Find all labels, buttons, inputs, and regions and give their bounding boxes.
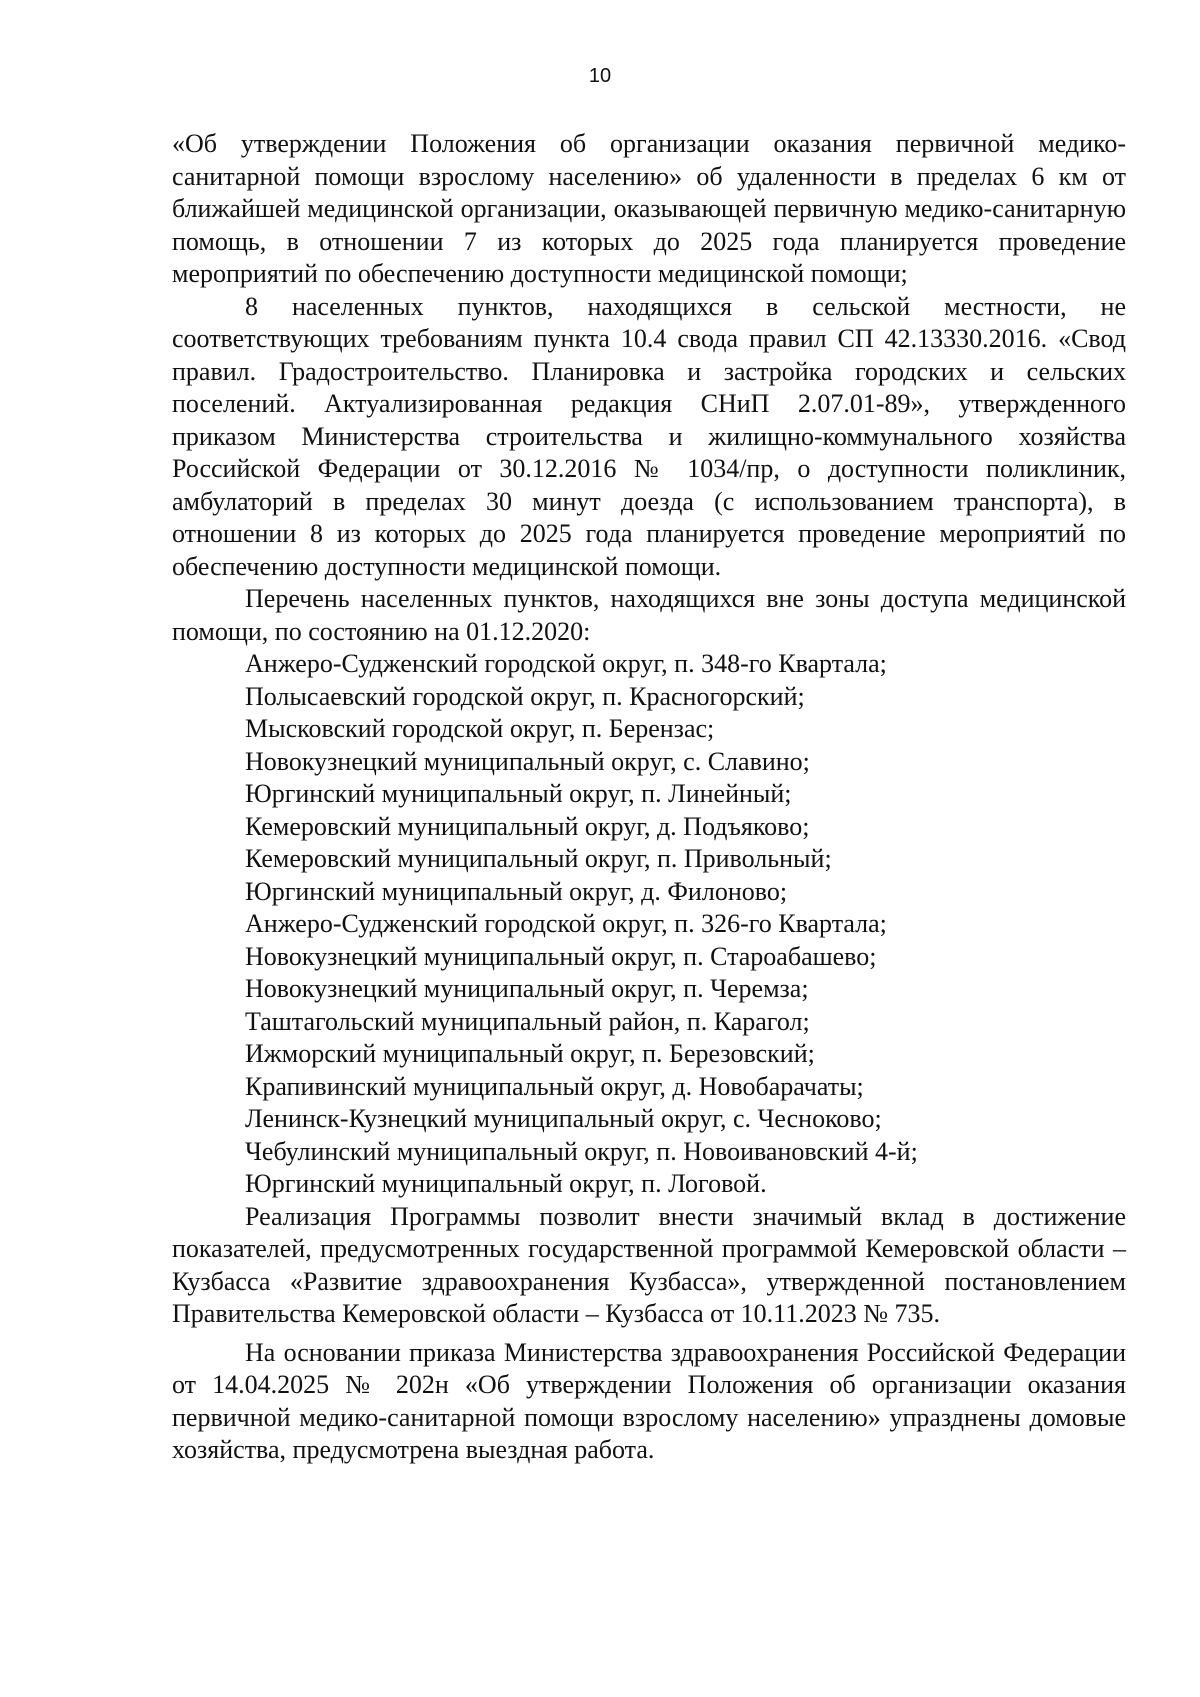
- settlement-item: Юргинский муниципальный округ, п. Логовой.: [245, 1169, 767, 1198]
- settlement-item: Юргинский муниципальный округ, п. Линейный;: [245, 779, 792, 808]
- settlement-item: Ижморский муниципальный округ, п. Березовский;: [245, 1039, 815, 1068]
- settlement-item: Полысаевский городской округ, п. Красногорский;: [245, 681, 805, 711]
- settlements-list: [172, 648, 1126, 1201]
- paragraph-settlements-intro: Перечень населенных пунктов, находящихся вне зоны доступа медицинской помощи, по состоянию на 01.12.2020:: [172, 584, 1126, 646]
- page-number: 10: [588, 65, 612, 87]
- settlement-item: Кемеровский муниципальный округ, п. Привольный;: [245, 844, 832, 873]
- settlement-item: Чебулинский муниципальный округ, п. Новоивановский 4-й;: [245, 1136, 918, 1166]
- paragraph-order-basis: На основании приказа Министерства здравоохранения Российской Федерации от 14.04.2025 № 202н «Об утверждении Положения об организации оказания первичной медико-санитарной помощи взрослому населению» упразднены домовые хозяйства, предусмотрена выездная работа.: [172, 1337, 1126, 1464]
- settlement-item: Анжеро-Судженский городской округ, п. 326-го Квартала;: [245, 909, 887, 938]
- settlement-item: Мысковский городской округ, п. Берензас;: [245, 714, 715, 743]
- settlement-item: Кемеровский муниципальный округ, д. Подъяково;: [245, 811, 810, 841]
- settlement-item: Ленинск-Кузнецкий муниципальный округ, с. Чесноково;: [245, 1104, 882, 1133]
- paragraph-distance-requirement: «Об утверждении Положения об организации оказания первичной медико-санитарной помощи взрослому населению» об удаленности в пределах 6 км от ближайшей медицинской организации, оказывающей первичную медико-санитарную помощь, в отношении 7 из которых до 2025 года планируется проведение мероприятий по обеспечению доступности медицинской помощи;: [172, 129, 1126, 288]
- paragraph-transport-accessibility: 8 населенных пунктов, находящихся в сельской местности, не соответствующих требованиям пункта 10.4 свода правил СП 42.13330.2016. «Свод правил. Градостроительство. Планировка и застройка городских и сельских поселений. Актуализированная редакция СНиП 2.07.01-89», утвержденного приказом Министерства строительства и жилищно-коммунального хозяйства Российской Федерации от 30.12.2016 № 1034/пр, о доступности поликлиник, амбулаторий в пределах 30 минут доезда (с использованием транспорта), в отношении 8 из которых до 2025 года планируется проведение мероприятий по обеспечению доступности медицинской помощи.: [172, 291, 1126, 581]
- settlement-item: Новокузнецкий муниципальный округ, п. Черемза;: [245, 974, 809, 1003]
- settlement-item: Новокузнецкий муниципальный округ, с. Славино;: [245, 746, 810, 776]
- paragraph-program-impact: Реализация Программы позволит внести значимый вклад в достижение показателей, предусмотренных государственной программой Кемеровской области – Кузбасса «Развитие здравоохранения Кузбасса», утвержденной постановлением Правительства Кемеровской области – Кузбасса от 10.11.2023 № 735.: [172, 1201, 1126, 1328]
- settlement-item: Крапивинский муниципальный округ, д. Новобарачаты;: [245, 1071, 864, 1101]
- settlement-item: Таштагольский муниципальный район, п. Карагол;: [245, 1006, 810, 1036]
- settlement-item: Анжеро-Судженский городской округ, п. 348-го Квартала;: [245, 649, 887, 678]
- document-body: [172, 128, 1126, 1467]
- settlement-item: Новокузнецкий муниципальный округ, п. Староабашево;: [245, 941, 877, 971]
- settlement-item: Юргинский муниципальный округ, д. Филоново;: [245, 876, 788, 906]
